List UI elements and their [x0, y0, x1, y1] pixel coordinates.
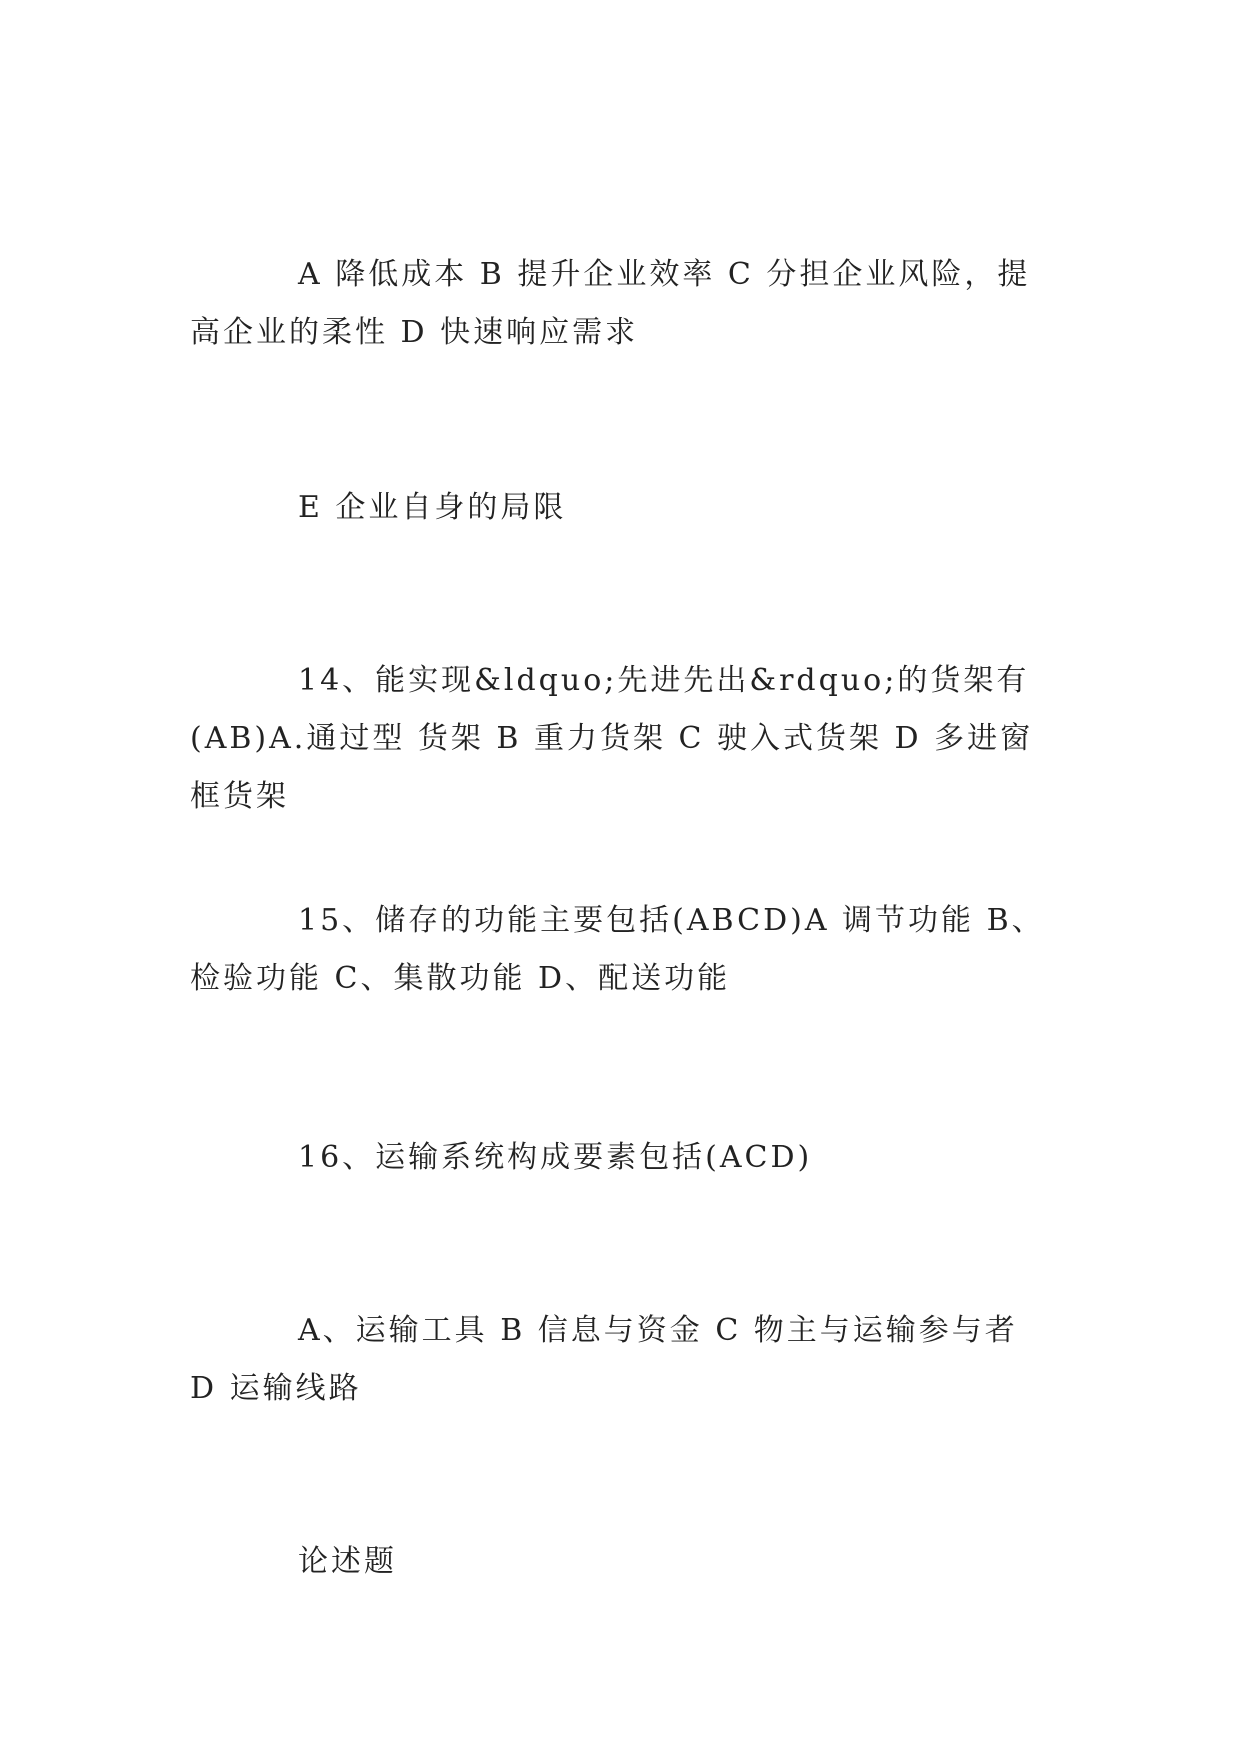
question-14-paragraph: 14、能实现&ldquo;先进先出&rdquo;的货架有(AB)A.通过型 货架 B 重力货架 C 驶入式货架 D 多进窗框货架: [190, 663, 1034, 814]
question-16-paragraph: 16、运输系统构成要素包括(ACD): [298, 1140, 813, 1175]
question-16-options-paragraph: A、运输工具 B 信息与资金 C 物主与运输参与者 D 运输线路: [190, 1313, 1018, 1406]
question-15-paragraph: 15、储存的功能主要包括(ABCD)A 调节功能 B、检验功能 C、集散功能 D、配送功能: [190, 903, 1045, 996]
answer-option-e-paragraph: E 企业自身的局限: [298, 490, 567, 525]
answer-options-paragraph: A 降低成本 B 提升企业效率 C 分担企业风险，提高企业的柔性 D 快速响应需求: [190, 257, 1031, 350]
section-heading-essay: 论述题: [298, 1544, 397, 1579]
